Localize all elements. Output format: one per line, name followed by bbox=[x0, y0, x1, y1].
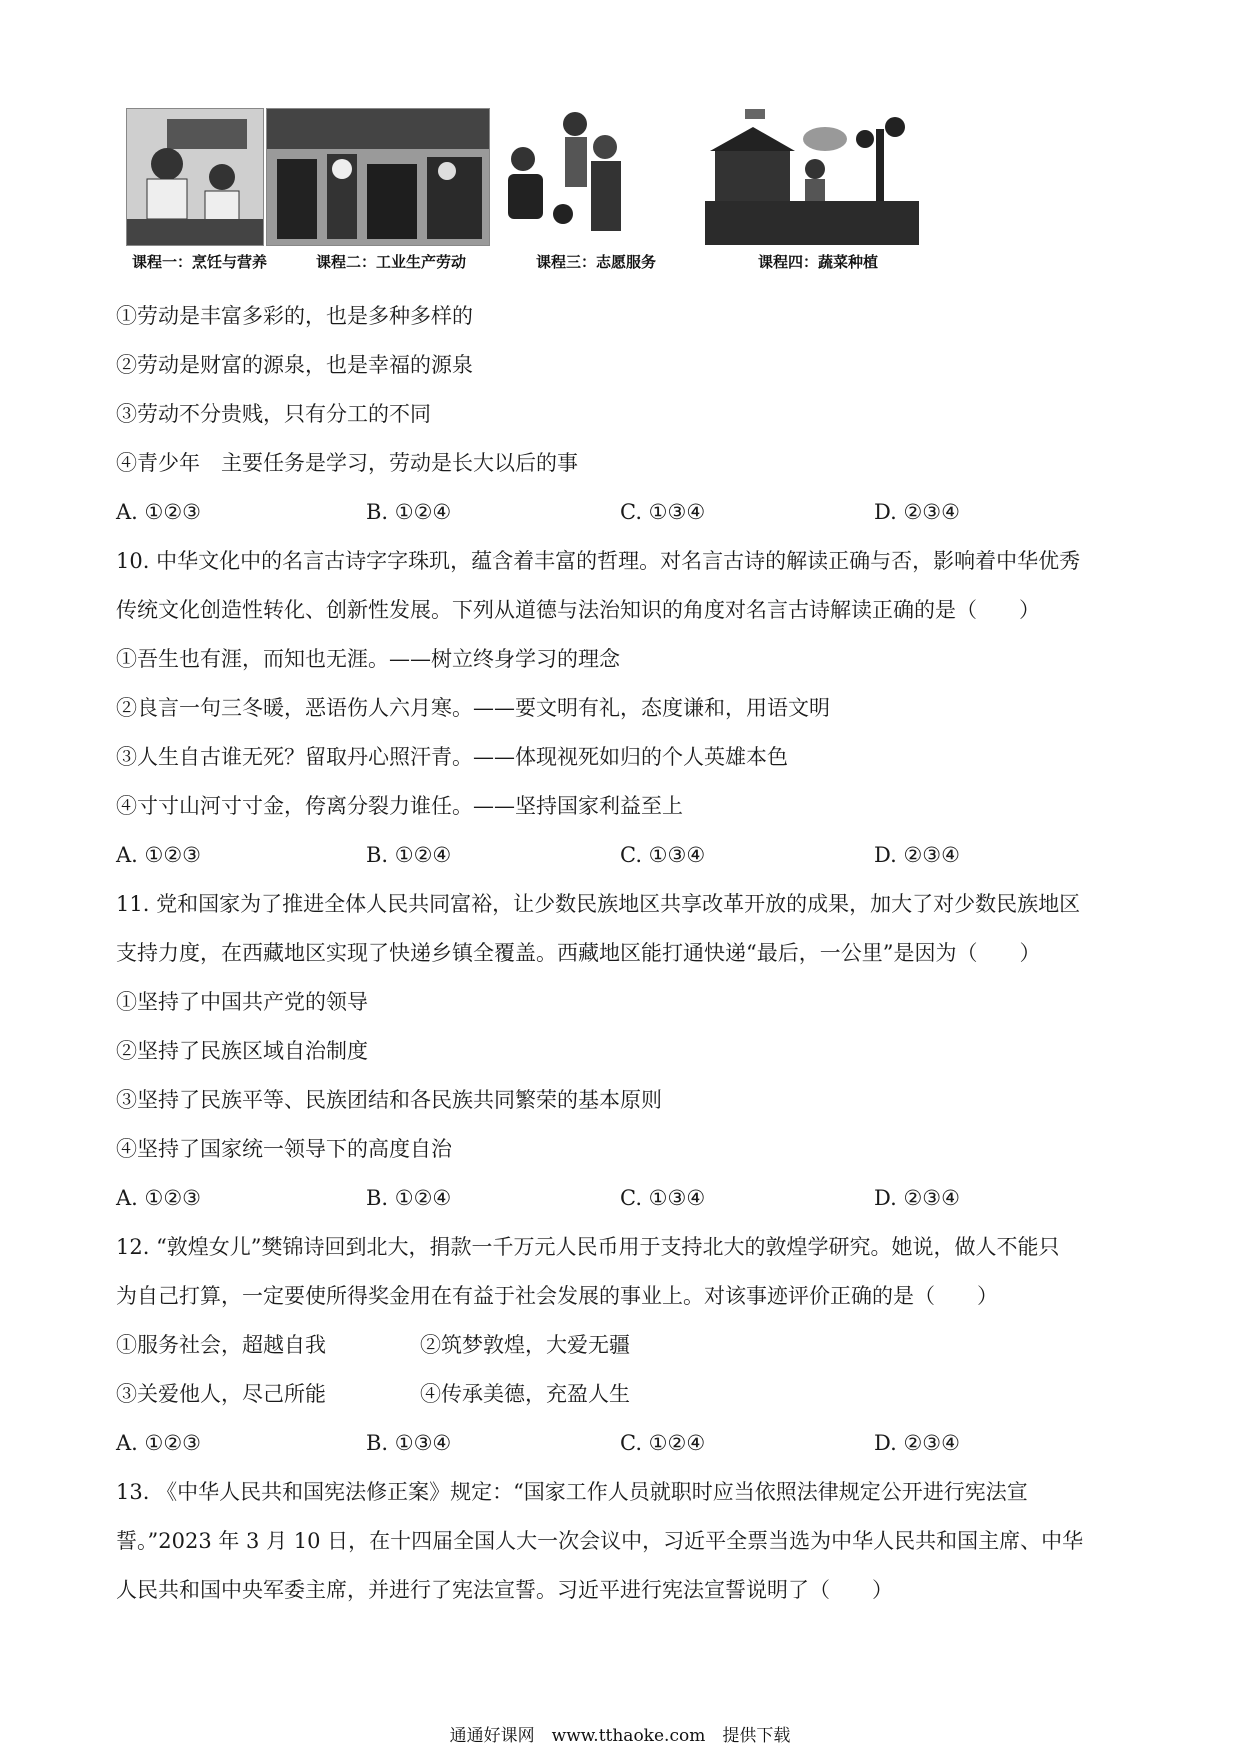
q12-option-d[interactable]: D. ②③④ bbox=[874, 1431, 960, 1455]
q10-option-a[interactable]: A. ①②③ bbox=[116, 843, 201, 867]
q12-statement: ④传承美德，充盈人生 bbox=[420, 1382, 630, 1406]
page-footer: 通通好课网 www.tthaoke.com 提供下载 bbox=[449, 1726, 791, 1746]
q11-statement: ②坚持了民族区域自治制度 bbox=[116, 1039, 368, 1063]
q11-statement: ①坚持了中国共产党的领导 bbox=[116, 990, 368, 1014]
q13-stem-line: 誓。”2023 年 3 月 10 日，在十四届全国人大一次会议中，习近平全票当选为中华人民共和国主席、中华 bbox=[116, 1529, 1084, 1553]
q13-stem-line: 人民共和国中央军委主席，并进行了宪法宣誓。习近平进行宪法宣誓说明了（ ） bbox=[116, 1578, 893, 1602]
q11-statement: ④坚持了国家统一领导下的高度自治 bbox=[116, 1137, 452, 1161]
figure-caption: 课程二：工业生产劳动 bbox=[316, 253, 467, 271]
q12-stem-line: 为自己打算，一定要使所得奖金用在有益于社会发展的事业上。对该事迹评价正确的是（ ） bbox=[116, 1284, 998, 1308]
q11-option-c[interactable]: C. ①③④ bbox=[620, 1186, 706, 1210]
volunteer-illustration bbox=[492, 108, 632, 246]
figure-caption: 课程四：蔬菜种植 bbox=[758, 253, 879, 271]
q10-statement: ④寸寸山河寸寸金，侉离分裂力谁任。——坚持国家利益至上 bbox=[116, 794, 683, 818]
q10-stem-line: 10. 中华文化中的名言古诗字字珠玑，蕴含着丰富的哲理。对名言古诗的解读正确与否，影响着中华优秀 bbox=[116, 549, 1081, 573]
q11-stem-line: 支持力度，在西藏地区实现了快递乡镇全覆盖。西藏地区能打通快递“最后，一公里”是因为（ ） bbox=[116, 941, 1041, 965]
figure-caption: 课程一：烹饪与营养 bbox=[132, 253, 268, 271]
q10-statement: ③人生自古谁无死？留取丹心照汗青。——体现视死如归的个人英雄本色 bbox=[116, 745, 788, 769]
q9-option-a[interactable]: A. ①②③ bbox=[116, 500, 201, 524]
q12-option-a[interactable]: A. ①②③ bbox=[116, 1431, 201, 1455]
q9-statement: ③劳动不分贵贱，只有分工的不同 bbox=[116, 402, 431, 426]
q10-stem-line: 传统文化创造性转化、创新性发展。下列从道德与法治知识的角度对名言古诗解读正确的是（ ） bbox=[116, 598, 1040, 622]
q13-stem-line: 13. 《中华人民共和国宪法修正案》规定：“国家工作人员就职时应当依照法律规定公开进行宪法宣 bbox=[116, 1480, 1028, 1504]
q10-option-c[interactable]: C. ①③④ bbox=[620, 843, 706, 867]
q10-statement: ②良言一句三冬暖，恶语伤人六月寒。——要文明有礼，态度谦和，用语文明 bbox=[116, 696, 830, 720]
cooking-illustration bbox=[126, 108, 264, 246]
factory-illustration bbox=[266, 108, 490, 246]
q9-statement: ①劳动是丰富多彩的，也是多种多样的 bbox=[116, 304, 473, 328]
figure-caption: 课程三：志愿服务 bbox=[536, 253, 657, 271]
q10-option-d[interactable]: D. ②③④ bbox=[874, 843, 960, 867]
q11-statement: ③坚持了民族平等、民族团结和各民族共同繁荣的基本原则 bbox=[116, 1088, 662, 1112]
q12-option-c[interactable]: C. ①②④ bbox=[620, 1431, 706, 1455]
q10-statement: ①吾生也有涯，而知也无涯。——树立终身学习的理念 bbox=[116, 647, 620, 671]
q10-option-b[interactable]: B. ①②④ bbox=[366, 843, 452, 867]
course-figures bbox=[126, 108, 926, 278]
q12-statement: ③关爱他人，尽己所能 bbox=[116, 1382, 326, 1406]
q12-stem-line: 12. “敦煌女儿”樊锦诗回到北大，捐款一千万元人民币用于支持北大的敦煌学研究。她说，做人不能只 bbox=[116, 1235, 1060, 1259]
q9-option-b[interactable]: B. ①②④ bbox=[366, 500, 452, 524]
planting-illustration bbox=[704, 108, 920, 246]
q12-option-b[interactable]: B. ①③④ bbox=[366, 1431, 452, 1455]
q9-statement: ②劳动是财富的源泉，也是幸福的源泉 bbox=[116, 353, 473, 377]
q12-statement: ①服务社会，超越自我 bbox=[116, 1333, 326, 1357]
q12-statement: ②筑梦敦煌，大爱无疆 bbox=[420, 1333, 630, 1357]
q11-stem-line: 11. 党和国家为了推进全体人民共同富裕，让少数民族地区共享改革开放的成果，加大了对少数民族地区 bbox=[116, 892, 1081, 916]
q11-option-d[interactable]: D. ②③④ bbox=[874, 1186, 960, 1210]
q9-option-d[interactable]: D. ②③④ bbox=[874, 500, 960, 524]
q11-option-a[interactable]: A. ①②③ bbox=[116, 1186, 201, 1210]
q11-option-b[interactable]: B. ①②④ bbox=[366, 1186, 452, 1210]
q9-statement: ④青少年 主要任务是学习，劳动是长大以后的事 bbox=[116, 451, 578, 475]
q9-option-c[interactable]: C. ①③④ bbox=[620, 500, 706, 524]
